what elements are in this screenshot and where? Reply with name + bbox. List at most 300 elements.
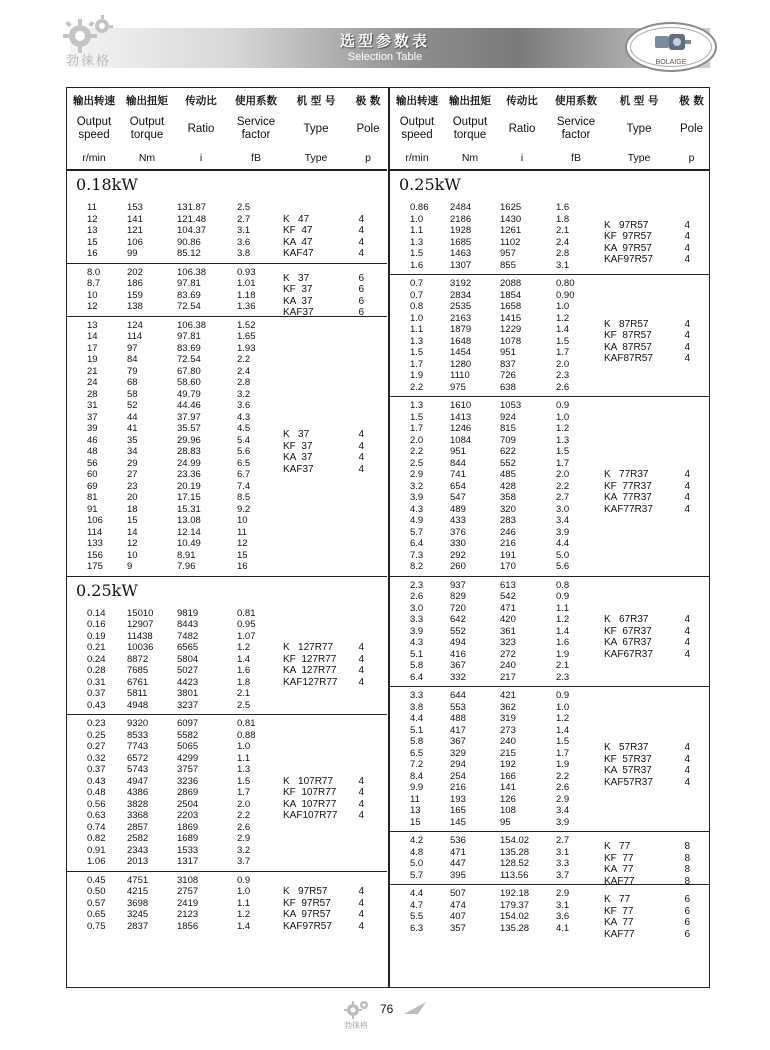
pole-count: 6 [684, 917, 690, 928]
table-cell: 8.4 [410, 770, 424, 782]
table-cell: 1.1 [556, 602, 570, 614]
table-cell: 1053 [500, 400, 522, 411]
table-cell: 957 [500, 248, 516, 259]
table-cell: 2.7 [556, 835, 570, 846]
pole-count: 4 [358, 225, 364, 237]
table-row [67, 718, 387, 730]
table-cell: 0.56 [87, 798, 106, 810]
table-cell: 3.9 [410, 625, 424, 637]
table-row [67, 320, 387, 332]
column-header: i [199, 151, 203, 164]
table-cell: 72.54 [177, 354, 201, 365]
table-cell: 1.3 [410, 236, 424, 248]
table-cell: 494 [450, 637, 466, 648]
table-cell: 3.8 [237, 248, 251, 259]
model-type: KA 57R37 [604, 765, 652, 776]
type-line [604, 231, 690, 243]
pole-count: 6 [684, 928, 690, 940]
gearbox-group [390, 397, 709, 577]
table-cell: 1.5 [556, 446, 570, 457]
table-cell: 2582 [127, 833, 149, 844]
table-cell: 5.6 [556, 561, 570, 572]
type-line [283, 921, 364, 933]
page-arrow-icon [404, 1002, 426, 1016]
table-cell: 552 [500, 457, 516, 469]
table-cell: 5582 [177, 729, 199, 741]
type-line [604, 319, 690, 331]
pole-count: 4 [358, 798, 364, 810]
table-cell: 5065 [177, 741, 199, 752]
pole-count: 6 [684, 894, 690, 905]
table-cell: 726 [500, 370, 516, 381]
table-cell: 3236 [177, 775, 199, 787]
table-cell: 67.80 [177, 365, 201, 377]
table-cell: 1.4 [237, 920, 251, 932]
type-line [283, 642, 364, 654]
table-cell: 2343 [127, 844, 149, 856]
type-block [604, 742, 690, 788]
table-cell: 5.1 [410, 648, 424, 660]
type-line [283, 441, 364, 453]
table-cell: 474 [450, 899, 466, 911]
table-cell: 0.95 [237, 619, 256, 630]
table-cell: 3.7 [556, 869, 570, 881]
table-cell: 2.6 [410, 591, 424, 602]
column-header: 输出转速 [396, 94, 438, 107]
table-cell: 1.0 [237, 886, 251, 897]
pole-count: 8 [684, 852, 690, 864]
table-cell: 542 [500, 591, 516, 602]
table-cell: 3.8 [410, 701, 424, 713]
table-row [390, 725, 709, 737]
pole-count: 4 [684, 242, 690, 254]
table-cell: 1.3 [237, 764, 251, 775]
pole-count: 6 [684, 905, 690, 917]
pole-count: 4 [684, 330, 690, 341]
model-type: KF 37 [283, 440, 313, 452]
table-row [390, 603, 709, 615]
table-cell: 319 [500, 713, 516, 724]
power-rating: 0.18kW [76, 175, 138, 194]
table-cell: 1610 [450, 400, 472, 411]
table-cell: 83.69 [177, 289, 201, 301]
table-cell: 35 [127, 434, 138, 446]
table-row [67, 538, 387, 550]
table-cell: 362 [500, 701, 516, 713]
table-cell: 114 [127, 331, 143, 342]
pole-count: 4 [358, 440, 364, 452]
model-type: KF 77 [604, 905, 634, 917]
table-cell: 1.3 [410, 400, 424, 411]
type-line [283, 464, 364, 476]
table-cell: 1.0 [237, 741, 251, 752]
table-cell: 3698 [127, 897, 149, 909]
table-row [390, 527, 709, 539]
table-cell: 3.3 [410, 690, 424, 701]
column-header: 使用系数 [235, 94, 277, 107]
model-type: K 47 [283, 213, 310, 225]
table-cell: 14 [127, 526, 138, 538]
table-cell: 193 [450, 793, 466, 805]
table-cell: 3245 [127, 909, 149, 920]
table-cell: 357 [450, 922, 466, 934]
table-cell: 58 [127, 388, 138, 400]
table-cell: 8443 [177, 619, 199, 630]
table-row [67, 202, 387, 214]
table-cell: 0.43 [87, 775, 106, 787]
column-header: 极 数 [355, 94, 381, 107]
table-cell: 1533 [177, 844, 199, 856]
table-cell: 4.9 [410, 515, 424, 526]
type-line [283, 886, 364, 898]
table-row [67, 366, 387, 378]
table-cell: 720 [450, 602, 466, 614]
table-cell: 1856 [177, 920, 199, 932]
table-row [390, 400, 709, 412]
type-line [604, 649, 690, 661]
table-cell: 1.5 [556, 335, 570, 347]
table-cell: 11 [237, 526, 247, 538]
table-cell: 2123 [177, 909, 199, 920]
table-cell: 709 [500, 434, 516, 446]
column-header: Type [304, 151, 328, 164]
table-cell: 4.5 [237, 423, 251, 434]
table-cell: 416 [450, 648, 466, 660]
column-header: 机 型 号 [296, 94, 336, 107]
table-cell: 83.69 [177, 342, 201, 354]
table-cell: 246 [500, 526, 516, 538]
table-cell: 4215 [127, 886, 149, 897]
table-cell: 5.5 [410, 911, 424, 922]
table-cell: 1261 [500, 225, 522, 236]
gearbox-group [390, 275, 709, 397]
table-cell: 179.37 [500, 899, 530, 911]
gearbox-group [390, 885, 709, 940]
type-block [604, 469, 690, 515]
table-cell: 2419 [177, 897, 199, 909]
table-cell: 1928 [450, 225, 472, 236]
table-cell: 4386 [127, 787, 149, 798]
table-cell: 9320 [127, 718, 149, 729]
table-cell: 2.2 [410, 446, 424, 457]
table-cell: 1.65 [237, 331, 256, 342]
table-cell: 358 [500, 492, 516, 503]
table-cell: 0.9 [556, 690, 570, 701]
pole-count: 4 [358, 810, 364, 822]
type-block [283, 642, 364, 688]
table-row [67, 527, 387, 539]
table-cell: 1879 [450, 324, 472, 335]
table-cell: 2.3 [556, 671, 570, 683]
table-cell: 4.8 [410, 846, 424, 858]
column-header: 输出扭矩 [126, 94, 168, 107]
table-cell: 1.0 [410, 312, 424, 324]
pole-count: 4 [684, 219, 690, 231]
table-cell: 138 [127, 301, 143, 312]
table-cell: 10036 [127, 642, 154, 653]
power-rating: 0.25kW [399, 175, 461, 194]
table-cell: 20 [127, 492, 138, 503]
type-line [283, 284, 364, 296]
table-cell: 254 [450, 770, 466, 782]
table-cell: 1229 [500, 324, 522, 335]
table-cell: 9819 [177, 607, 199, 619]
table-cell: 113.56 [500, 869, 529, 881]
table-cell: 0.31 [87, 676, 106, 688]
table-cell: 361 [500, 625, 516, 637]
table-cell: 2.0 [410, 434, 424, 446]
brand-name-en: BOLAIGE [655, 59, 687, 66]
type-line [283, 787, 364, 799]
footer-brand: 勃徕格 [344, 1021, 368, 1030]
table-cell: 3.6 [237, 400, 251, 411]
table-cell: 44.46 [177, 400, 201, 411]
table-cell: 1.4 [556, 324, 570, 335]
table-cell: 2.5 [237, 699, 251, 711]
model-type: KF 57R37 [604, 753, 652, 765]
table-cell: 0.88 [237, 729, 256, 741]
table-cell: 6.4 [410, 671, 424, 683]
table-cell: 951 [450, 446, 466, 457]
table-cell: 7685 [127, 665, 149, 676]
table-cell: 507 [450, 888, 466, 899]
column-header: 使用系数 [555, 94, 597, 107]
table-cell: 60 [87, 469, 98, 480]
table-cell: 2.4 [556, 236, 570, 248]
table-row [67, 631, 387, 643]
model-type: KAF77 [604, 928, 635, 940]
table-cell: 273 [500, 724, 516, 736]
model-type: KF 87R57 [604, 330, 652, 341]
pole-count: 4 [358, 897, 364, 909]
table-cell: 1.9 [556, 759, 570, 770]
pole-count: 4 [358, 909, 364, 921]
power-rating: 0.25kW [76, 580, 138, 600]
table-cell: 12 [87, 301, 98, 312]
table-cell: 0.80 [556, 278, 575, 289]
table-cell: 7.2 [410, 759, 424, 770]
gearbox-group [390, 687, 709, 832]
table-cell: 2.1 [237, 688, 251, 699]
type-block [283, 273, 364, 319]
table-cell: 104.37 [177, 225, 207, 236]
table-row [67, 481, 387, 493]
table-cell: 1430 [500, 213, 522, 225]
table-row [390, 817, 709, 829]
table-cell: 0.9 [556, 591, 570, 602]
pole-count: 6 [358, 284, 364, 295]
table-cell: 2.2 [237, 810, 251, 821]
column-header: Nm [138, 151, 156, 164]
table-cell: 27 [127, 469, 138, 480]
table-cell: 15 [87, 236, 98, 248]
table-cell: 3.2 [410, 480, 424, 492]
type-block [283, 214, 364, 260]
type-line [283, 665, 364, 677]
page-title: 选型参数表 [339, 32, 430, 50]
table-cell: 6097 [177, 718, 199, 729]
table-cell: 97.81 [177, 278, 201, 289]
table-cell: 428 [500, 480, 516, 492]
type-line [604, 765, 690, 777]
table-cell: 1.5 [237, 775, 251, 787]
pole-count: 8 [684, 864, 690, 875]
column-header: 机 型 号 [619, 94, 659, 107]
table-cell: 20.19 [177, 480, 201, 492]
model-type: KAF107R77 [283, 810, 338, 822]
type-line [283, 799, 364, 811]
table-cell: 0.91 [87, 844, 106, 856]
table-cell: 4.3 [410, 503, 424, 515]
table-row [390, 202, 709, 214]
table-cell: 9 [127, 561, 133, 572]
table-cell: 37 [87, 411, 98, 423]
table-cell: 1.2 [237, 642, 251, 653]
table-cell: 536 [450, 835, 466, 846]
header-unit-row [390, 146, 709, 170]
table-cell: 4.1 [556, 922, 570, 934]
pole-count: 4 [358, 236, 364, 248]
table-cell: 4299 [177, 752, 199, 764]
table-cell: 1.01 [237, 278, 256, 289]
table-cell: 154.02 [500, 835, 530, 846]
table-cell: 485 [500, 469, 516, 480]
table-cell: 84 [127, 354, 138, 365]
table-cell: 46 [87, 434, 98, 446]
table-cell: 216 [500, 538, 516, 549]
table-row [67, 561, 387, 573]
table-cell: 79 [127, 365, 138, 377]
pole-count: 4 [684, 318, 690, 330]
table-cell: 81 [87, 492, 98, 503]
type-line [604, 906, 690, 918]
table-cell: 85.12 [177, 248, 201, 259]
table-row [390, 794, 709, 806]
table-row [390, 580, 709, 592]
gearbox-icon [653, 30, 693, 54]
table-cell: 12 [237, 538, 248, 549]
table-cell: 844 [450, 457, 466, 469]
table-cell: 417 [450, 724, 466, 736]
table-cell: 1.9 [410, 370, 424, 381]
type-line [604, 353, 690, 365]
table-cell: 1.0 [556, 411, 570, 423]
header-en-row [67, 112, 387, 146]
gear-logo-icon [342, 998, 372, 1020]
type-line [604, 637, 690, 649]
table-cell: 0.65 [87, 909, 106, 920]
column-header: Type [626, 122, 652, 135]
table-cell: 0.75 [87, 920, 106, 932]
table-cell: 4947 [127, 775, 149, 787]
table-cell: 1280 [450, 358, 472, 370]
type-block [604, 319, 690, 365]
table-cell: 2203 [177, 810, 199, 821]
table-cell: 7.3 [410, 549, 424, 561]
table-cell: 638 [500, 381, 516, 393]
table-cell: 3.6 [556, 911, 570, 922]
table-cell: 8.91 [177, 549, 196, 561]
model-type: KAF37 [283, 463, 314, 475]
table-cell: 97 [127, 342, 138, 354]
table-row [67, 492, 387, 504]
table-cell: 4.4 [556, 538, 570, 549]
table-cell: 23 [127, 480, 138, 492]
table-cell: 0.63 [87, 810, 106, 821]
table-row [67, 753, 387, 765]
table-cell: 3.1 [556, 846, 570, 858]
table-cell: 1.1 [237, 897, 251, 909]
page-header [0, 0, 770, 80]
table-cell: 1307 [450, 259, 472, 271]
table-cell: 154.02 [500, 911, 530, 922]
table-cell: 421 [500, 690, 516, 701]
gearbox-group [390, 577, 709, 688]
table-cell: 3.6 [237, 236, 251, 248]
table-cell: 2.0 [237, 798, 251, 810]
table-cell: 175 [87, 561, 103, 572]
table-cell: 294 [450, 759, 466, 770]
type-line [604, 254, 690, 266]
gearbox-group [67, 317, 387, 577]
table-cell: 489 [450, 503, 466, 515]
table-cell: 3237 [177, 699, 199, 711]
table-cell: 8872 [127, 653, 149, 665]
table-cell: 8.5 [237, 492, 251, 503]
brand-name-cn: 勃徕格 [66, 53, 112, 68]
table-cell: 4751 [127, 874, 149, 886]
column-header: Output speed [399, 116, 435, 141]
table-cell: 0.21 [87, 642, 106, 653]
table-cell: 24.99 [177, 457, 201, 469]
table-cell: 447 [450, 858, 466, 869]
table-row [67, 741, 387, 753]
gearbox-group [390, 832, 709, 885]
table-row [390, 290, 709, 302]
table-row [67, 875, 387, 887]
table-cell: 0.8 [556, 579, 570, 591]
table-cell: 1.7 [410, 423, 424, 434]
column-header: fB [251, 151, 261, 164]
table-cell: 1.5 [410, 248, 424, 259]
table-cell: 133 [87, 538, 103, 549]
table-cell: 552 [450, 625, 466, 637]
table-cell: 3.9 [556, 526, 570, 538]
table-cell: 11438 [127, 630, 153, 642]
model-type: KAF97R57 [283, 920, 332, 932]
table-cell: 1.7 [556, 347, 570, 358]
column-header: 输出转速 [73, 94, 115, 107]
model-type: KA 37 [283, 452, 313, 463]
table-row [67, 764, 387, 776]
model-type: KAF47 [283, 248, 314, 260]
left-column [67, 88, 387, 935]
column-header: Ratio [508, 122, 536, 135]
table-cell: 192 [500, 759, 516, 770]
model-type: K 67R37 [604, 614, 649, 626]
table-cell: 0.43 [87, 699, 106, 711]
type-line [283, 776, 364, 788]
table-cell: 0.74 [87, 821, 106, 833]
table-cell: 24 [87, 377, 98, 388]
header-cn-row [390, 88, 709, 112]
gearbox-group [67, 264, 387, 317]
table-cell: 10 [87, 289, 98, 301]
model-type: KF 37 [283, 284, 313, 295]
model-type: KAF37 [283, 307, 314, 318]
type-line [604, 342, 690, 354]
table-cell: 2.3 [410, 579, 424, 591]
